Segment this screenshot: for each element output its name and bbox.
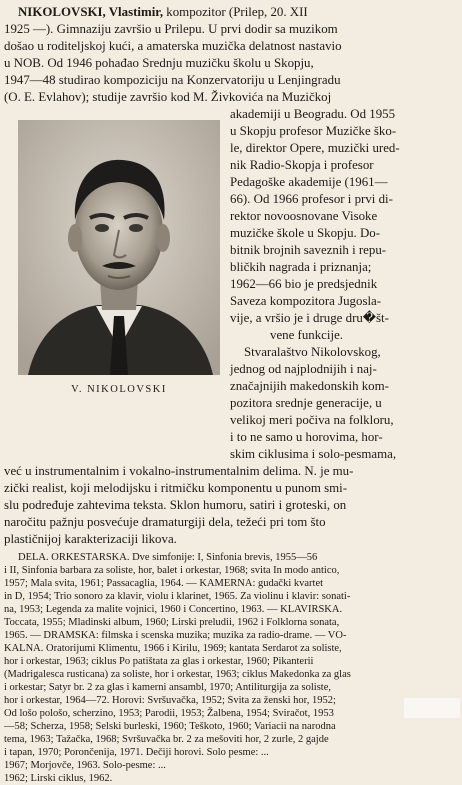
entry-text-line: 1925 —). Gimnaziju završio u Prilepu. U prvi dodir sa muzikom [4,22,338,36]
entry-text-line: vene funkcije. [270,328,344,342]
works-line: (Madrigalesca rusticana) za soliste, hor i orkestar, 1963; ciklus Makedonka za glas [4,669,351,680]
entry-text-line: zički realist, koji melodijsku i ritmičku komponentu u punom smi- [4,481,347,495]
entry-first-line [18,4,308,20]
entry-text-line: le, direktor Opere, muzički ured- [230,141,400,155]
entry-text-line: bličkih nagrada i priznanja; [230,260,372,274]
works-line: 1962; Lirski ciklus, 1962. [4,773,113,784]
portrait-photo [18,120,220,375]
works-line: tema, 1963; Tažačka, 1968; Svršuvačka br. 2 za mešoviti hor, 2 zurle, 2 gajde [4,734,329,745]
works-line: i tapan, 1970; Porončenija, 1971. Dečiji horovi. Solo pesme: ... [4,747,269,758]
entry-text-line: Stvaralaštvo Nikolovskog, [244,345,381,359]
works-line: hor i orkestar, 1964—72. Horovi: Svršuvačka, 1952; Svita za ženski hor, 1952; [4,695,336,706]
entry-text-line: naročitu pažnju posvećuje dramaturgiji dela, težeći pri tom što [4,515,326,529]
works-line: —58; Scherza, 1958; Selski burleski, 1960; Teškoto, 1960; Variacii na narodna [4,721,336,732]
works-line: 1957; Mala svita, 1961; Passacaglia, 1964. — KAMERNA: gudački kvartet [4,578,324,589]
photo-caption: V. NIKOLOVSKI [71,384,167,395]
entry-text-line: Pedagoške akademije (1961— [230,175,388,189]
works-line: in D, 1954; Trio sonoro za klavir, violu i klarinet, 1965. Za violinu i klavir: sonati- [4,591,351,602]
scan-watermark [404,698,460,718]
entry-text-line: i to ne samo u horovima, hor- [230,430,383,444]
entry-text-line: muzičke škole u Skopju. Do- [230,226,381,240]
works-line: 1965. — DRAMSKA: filmska i scenska muzika; muzika za radio-drame. — VO- [4,630,347,641]
entry-text-line: akademiji u Beogradu. Od 1955 [230,107,396,121]
entry-text-line: došao u roditeljskoj kući, a amaterska muzička delatnost nastavio [4,39,342,53]
entry-text-line: slu podređuje zahtevima teksta. Sklon humoru, satiri i groteski, on [4,498,347,512]
entry-text-line: (O. E. Evlahov); studije završio kod M. Živkovića na Muzičkoj [4,90,332,104]
works-line: 1967; Morjovče, 1963. Solo-pesme: ... [4,760,166,771]
entry-text-line: skim ciklusima i solo-pesmama, [230,447,397,461]
entry-text-line: u Skopju profesor Muzičke ško- [230,124,397,138]
entry-text-line: 1947—48 studirao kompoziciju na Konzervatoriju u Lenjingradu [4,73,341,87]
entry-text-line: već u instrumentalnim i vokalno-instrumentalnim delima. N. je mu- [4,464,354,478]
entry-text-line: pozitora srednje generacije, u [230,396,382,410]
entry-text-line: u NOB. Od 1946 pohađao Srednju muzičku školu u Skopju, [4,56,314,70]
works-line: DELA. ORKESTARSKA. Dve simfonije: I, Sinfonia brevis, 1955—56 [18,552,318,563]
entry-text-line: 66). Od 1966 profesor i prvi di- [230,192,393,206]
entry-text-line: bitnik brojnih saveznih i repu- [230,243,387,257]
entry-text-line: kompozitor (Prilep, 20. XII [166,5,308,19]
entry-text-line: vije, a vršio je i druge dru�št- [230,311,389,325]
portrait-illustration [18,120,220,375]
works-line: Toccata, 1955; Mladinski album, 1960; Lirski preludii, 1962 i Folklorna sonata, [4,617,340,628]
works-line: i II, Sinfonia barbara za soliste, hor, balet i orkestar, 1968; svita In modo antico, [4,565,340,576]
entry-text-line: plastičnijoj karakterizaciji likova. [4,532,177,546]
entry-text-line: rektor novoosnovane Visoke [230,209,378,223]
works-line: hor i orkestar, 1963; ciklus Po patištata za glas i orkestar, 1960; Pikanterii [4,656,314,667]
entry-text-line: jednog od najplodnijih i naj- [230,362,377,376]
works-line: Od lošo pološo, scherzino, 1953; Parodii, 1953; Žalbena, 1954; Sviračot, 1953 [4,708,334,719]
entry-text-line: značajnijih makedonskih kom- [230,379,389,393]
entry-text-line: 1962—66 bio je predsjednik [230,277,378,291]
entry-text-line: Saveza kompozitora Jugosla- [230,294,382,308]
entry-text-line: velikoj meri počiva na folkloru, [230,413,394,427]
entry-name: NIKOLOVSKI, Vlastimir, [18,5,164,19]
works-line: KALNA. Oratorijumi Klimentu, 1966 i Kirilu, 1969; kantata Serdarot za soliste, [4,643,342,654]
works-line: na, 1953; Legenda za malite vojnici, 1960 i Concertino, 1963. — KLAVIRSKA. [4,604,343,615]
entry-text-line: nik Radio-Skopja i profesor [230,158,374,172]
works-line: i orkestar; Satyr br. 2 za glas i kamerni ansambl, 1970; Antiliturgija za soliste, [4,682,331,693]
